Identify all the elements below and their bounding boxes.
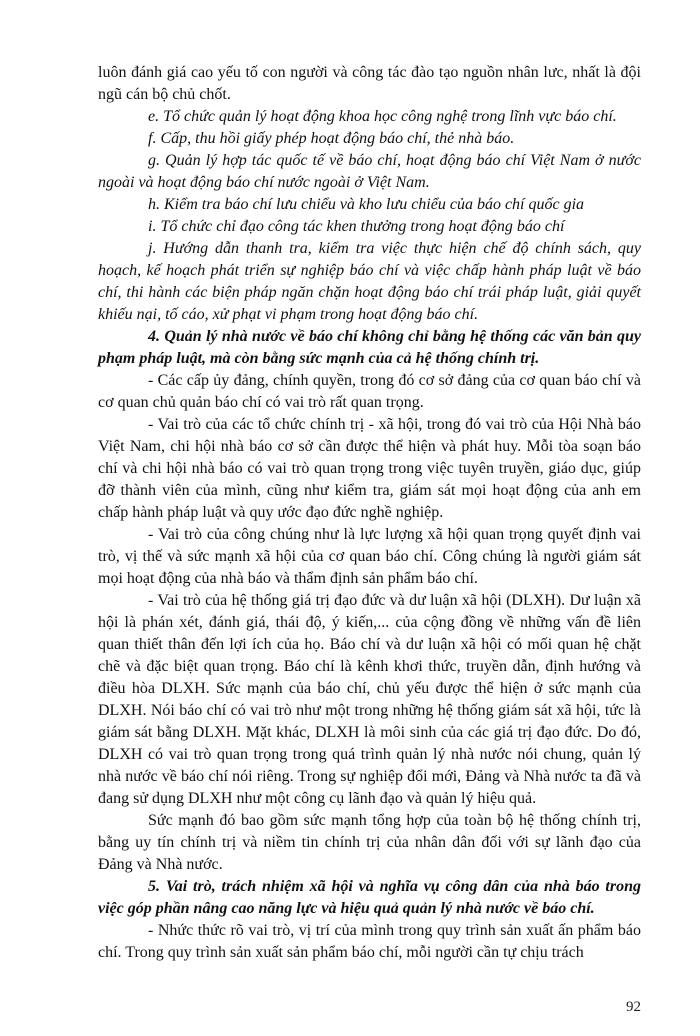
list-item-j: j. Hướng dẫn thanh tra, kiểm tra việc thực hiện chế độ chính sách, quy hoạch, kế hoạch phát triển sự nghiệp báo chí và việc chấp hành pháp luật về báo chí, thi hành các biện pháp ngăn chặn hoạt động báo chí trái pháp luật, giải quyết khiếu nại, tố cáo, xử phạt vi phạm trong hoạt động báo chí. [98,240,641,323]
list-item-i: i. Tổ chức chỉ đạo công tác khen thưởng trong hoạt động báo chí [148,218,565,235]
paragraph: Sức mạnh đó bao gồm sức mạnh tổng hợp của toàn bộ hệ thống chính trị, bằng uy tín chính trị và niềm tin chính trị của nhân dân đối với sự lãnh đạo của Đảng và Nhà nước. [98,812,641,873]
paragraph: - Vai trò của các tổ chức chính trị - xã hội, trong đó vai trò của Hội Nhà báo Việt Nam, chi hội nhà báo cơ sở cần được thể hiện và phát huy. Mỗi tòa soạn báo chí và chi hội nhà báo có vai trò quan trọng trong việc tuyên truyền, giáo dục, giúp đỡ thành viên của mình, cũng như kiểm tra, giám sát mọi hoạt động của anh em chấp hành pháp luật và quy ước đạo đức nghề nghiệp. [98,416,641,521]
section-heading-5: 5. Vai trò, trách nhiệm xã hội và nghĩa vụ công dân của nhà báo trong việc góp phần nâng cao năng lực và hiệu quả quản lý nhà nước về báo chí. [98,878,641,917]
list-item-f: f. Cấp, thu hồi giấy phép hoạt động báo chí, thẻ nhà báo. [148,130,515,147]
list-item-h: h. Kiểm tra báo chí lưu chiểu và kho lưu chiểu của báo chí quốc gia [148,196,585,213]
list-item-e: e. Tổ chức quản lý hoạt động khoa học công nghệ trong lĩnh vực báo chí. [148,108,617,125]
paragraph: - Các cấp ủy đảng, chính quyền, trong đó cơ sở đảng của cơ quan báo chí và cơ quan chủ quản báo chí có vai trò rất quan trọng. [98,372,641,411]
paragraph: - Nhức thức rõ vai trò, vị trí của mình trong quy trình sản xuất ấn phẩm báo chí. Trong quy trình sản xuất sản phẩm báo chí, mỗi người cần tự chịu trách [98,922,641,961]
page-number: 92 [626,999,641,1015]
page-body [98,0,641,964]
section-heading-4: 4. Quản lý nhà nước về báo chí không chỉ bằng hệ thống các văn bản quy phạm pháp luật, mà còn bằng sức mạnh của cả hệ thống chính trị. [98,328,641,367]
list-item-g: g. Quản lý hợp tác quốc tế về báo chí, hoạt động báo chí Việt Nam ở nước ngoài và hoạt động báo chí nước ngoài ở Việt Nam. [98,152,641,191]
paragraph: - Vai trò của công chúng như là lực lượng xã hội quan trọng quyết định vai trò, vị thế và sức mạnh xã hội của cơ quan báo chí. Công chúng là người giám sát mọi hoạt động của nhà báo và thẩm định sản phẩm báo chí. [98,526,641,587]
paragraph: - Vai trò của hệ thống giá trị đạo đức và dư luận xã hội (DLXH). Dư luận xã hội là phán xét, đánh giá, thái độ, ý kiến,... của cộng đồng về những vấn đề liên quan thiết thân đến lợi ích của họ. Báo chí và dư luận xã hội có mối quan hệ chặt chẽ và đặc biệt quan trọng. Báo chí là kênh khơi thức, truyền dẫn, định hướng và điều hòa DLXH. Sức mạnh của báo chí, chủ yếu được thể hiện ở sức mạnh của DLXH. Nói báo chí có vai trò như một trong những hệ thống giám sát xã hội, tức là giám sát bằng DLXH. Mặt khác, DLXH là môi sinh của các giá trị đạo đức. Do đó, DLXH có vai trò quan trọng trong quá trình quản lý nhà nước nói chung, quản lý nhà nước về báo chí nói riêng. Trong sự nghiệp đổi mới, Đảng và Nhà nước ta đã và đang sử dụng DLXH như một công cụ lãnh đạo và quản lý hiệu quả. [98,592,641,807]
paragraph-continuation: luôn đánh giá cao yếu tố con người và công tác đào tạo nguồn nhân lưc, nhất là đội ngũ cán bộ chủ chốt. [98,64,641,103]
